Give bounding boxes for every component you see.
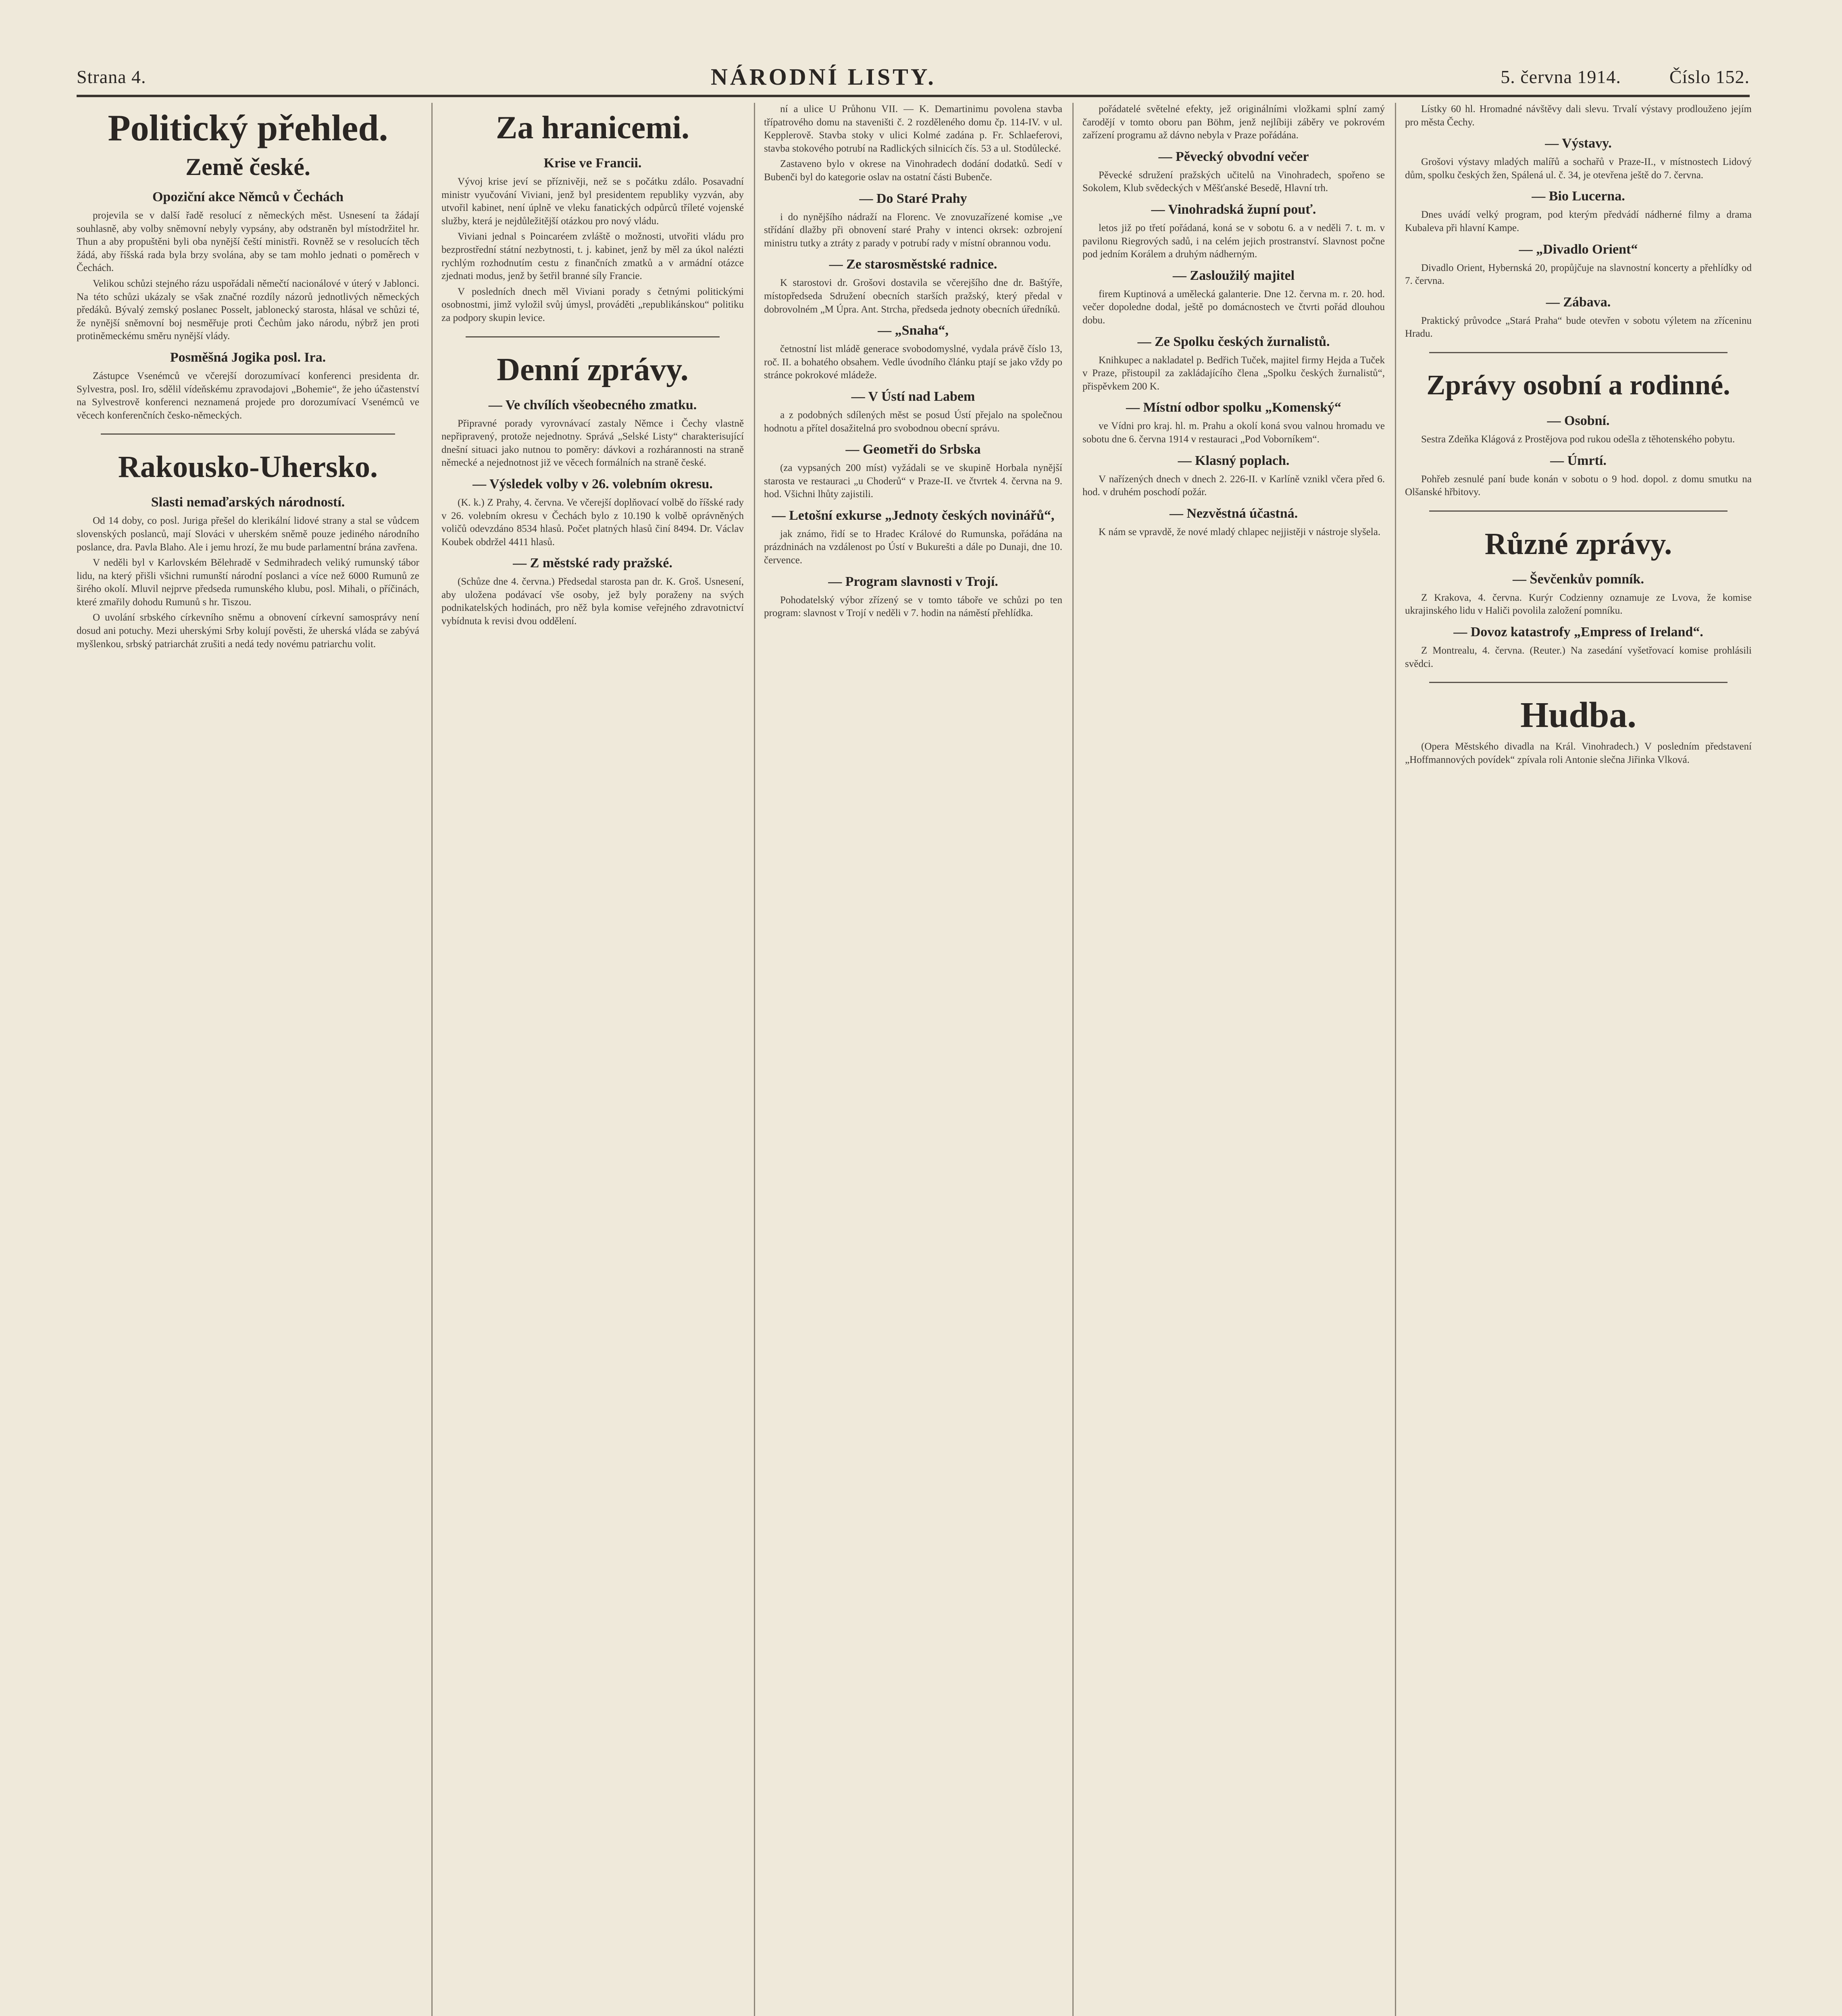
- article-paragraph: Divadlo Orient, Hybernská 20, propůjčuje na slavnostní koncerty a přehlídky od 7. června.: [1405, 262, 1752, 287]
- column-rule: [1072, 103, 1074, 2016]
- article-paragraph: V neděli byl v Karlovském Bělehradě v Sedmihradech veliký rumunský tábor lidu, na který přišli všichni rumunští národní poslanci a více než 6000 Rumunů ze širého okolí. Mluvil nejprve předseda rumunského klubu, posl. Mihali, o příčinách, které zmařily dohodu Rumunů s hr. Tiszou.: [77, 557, 419, 608]
- article-heading: — Ze starosměstské radnice.: [829, 257, 997, 272]
- article-paragraph: letos již po třetí pořádaná, koná se v sobotu 6. a v neděli 7. t. m. v pavilonu Riegrových sadů, i na celém jejich prostranství. Slavnost počne pod jedním Korálem a druhým nádherným.: [1082, 222, 1385, 260]
- article-heading: Krise ve Francii.: [543, 156, 642, 171]
- section-divider: [1429, 352, 1728, 353]
- section-divider: [1429, 682, 1728, 683]
- article-paragraph: V nařízených dnech v dnech 2. 226-II. v Karlíně vznikl včera před 6. hod. v druhém poschodí požár.: [1082, 473, 1385, 498]
- section-title-personal-news: Zprávy osobní a rodinné.: [1426, 369, 1730, 401]
- article-paragraph: Z Montrealu, 4. června. (Reuter.) Na zasedání vyšetřovací komise prohlásili svědci.: [1405, 645, 1752, 669]
- article-heading: — Letošní exkurse „Jednoty českých novinářů“,: [772, 508, 1055, 523]
- column-rule: [431, 103, 433, 2016]
- article-paragraph: Velikou schůzi stejného rázu uspořádali němečtí nacionálové v úterý v Jablonci. Na této schůzi ukázaly se však značné rozdíly názorů jednotlivých německých předáků. Bývalý zemský poslanec Posselt, jablonecký starosta, hlásal ve schůzi té, že nynější sněmovní boj nesměřuje proti Čechům jako národu, nýbrž jen proti protiněmeckému směru nynější vlády.: [77, 278, 419, 342]
- section-title-music: Hudba.: [1520, 695, 1636, 735]
- article-paragraph: Sestra Zdeňka Klágová z Prostějova pod rukou odešla z těhotenského pobytu.: [1421, 433, 1735, 445]
- article-heading: — Ve chvílích všeobecného zmatku.: [488, 397, 697, 412]
- article-paragraph: Knihkupec a nakladatel p. Bedřich Tuček, majitel firmy Hejda a Tuček v Praze, přistoupil za zakládajícího člena „Spolku českých žurnalistů“, přispěvkem 200 K.: [1082, 354, 1385, 392]
- article-heading: — Z městské rady pražské.: [513, 556, 672, 571]
- article-heading: — „Snaha“,: [878, 323, 949, 338]
- subsection-title-bohemia: Země české.: [185, 154, 310, 180]
- article-heading: Opoziční akce Němců v Čechách: [152, 190, 344, 204]
- section-title-austria-hungary: Rakousko-Uhersko.: [118, 450, 378, 484]
- article-heading: Slasti nemaďarských národností.: [151, 495, 345, 510]
- article-heading: — Zasloužilý majitel: [1172, 268, 1295, 283]
- article-heading: — Osobní.: [1547, 413, 1610, 428]
- article-paragraph: (za vypsaných 200 míst) vyžádali se ve skupině Horbala nynější starosta ve restauraci „u Choderů“ v Praze-II. ve čtvrtek 4. června na 9. hod. Všichni lhůty zajistili.: [764, 462, 1062, 500]
- article-paragraph: Praktický průvodce „Stará Praha“ bude otevřen v sobotu výletem na zříceninu Hradu.: [1405, 315, 1752, 339]
- newspaper-title: NÁRODNÍ LISTY.: [710, 63, 936, 90]
- article-paragraph: (K. k.) Z Prahy, 4. června. Ve včerejší doplňovací volbě do říšské rady v 26. volebním okresu v Čechách bylo z 10.190 k volbě oprávněných voličů odevzdáno 8534 hlasů. Počet platných hlasů činí 8494. Dr. Václav Koubek obdržel 4411 hlasů.: [441, 497, 744, 548]
- article-heading: — Bio Lucerna.: [1532, 189, 1625, 204]
- article-heading: — Program slavnosti v Trojí.: [828, 574, 998, 589]
- article-paragraph: Zastaveno bylo v okrese na Vinohradech dodání dodatků. Sedí v Bubenči byl do kategorie oslav na ostatní části Bubenče.: [764, 158, 1062, 183]
- article-paragraph: firem Kuptinová a umělecká galanterie. Dne 12. června m. r. 20. hod. večer dopoledne dodal, ještě po domácnostech ve čtvrti pořád dlouhou dobu.: [1082, 288, 1385, 326]
- article-paragraph: K starostovi dr. Grošovi dostavila se včerejšího dne dr. Baštýře, místopředseda Sdružení obecních starších pražský, který předal v dobrovolném „M Úpra. Ant. Strcha, předseda jednoty obecních úředníků.: [764, 277, 1062, 315]
- article-heading: — Výstavy.: [1545, 136, 1612, 151]
- article-heading: — Výsledek volby v 26. volebním okresu.: [472, 476, 713, 492]
- article-heading: — Nezvěstná účastná.: [1169, 506, 1298, 521]
- article-paragraph: četnostní list mládě generace svobodomyslné, vydala právě číslo 13, roč. II. a bohatého obsahem. Vedle úvodního článku ptají se jako vždy po stránce pokrokové mládeže.: [764, 344, 1062, 381]
- column-1: [77, 103, 419, 2016]
- article-heading: — Ze Spolku českých žurnalistů.: [1137, 334, 1330, 349]
- column-3: [764, 103, 1062, 2016]
- article-heading: Posměšná Jogika posl. Ira.: [170, 350, 326, 365]
- article-heading: — Geometři do Srbska: [845, 442, 981, 457]
- article-paragraph: pořádatelé světelné efekty, jež originálními vložkami splní zamý čarodějí v tomto oboru pan Böhm, jenž nejlíbiji záběry ve pokrovém zařízení programu až dávno nebyla v Praze pořádána.: [1082, 104, 1385, 141]
- article-heading: — Do Staré Prahy: [859, 191, 967, 206]
- article-paragraph: Z Krakova, 4. června. Kurýr Codzienny oznamuje ze Lvova, že komise ukrajinského lidu v Haliči povolila založení pomníku.: [1405, 592, 1752, 616]
- article-heading: — Klasný poplach.: [1178, 453, 1290, 468]
- article-paragraph: Pohodatelský výbor zřízený se v tomto táboře ve schůzi po ten program: slavnost v Trojí v neděli v 7. hodin na náměstí přehlídka.: [764, 594, 1062, 619]
- article-paragraph: Připravné porady vyrovnávací zastaly Němce i Čechy vlastně nepřipravený, protože nejednotny. Správá „Selské Listy“ charakterisující dnešní situaci jako nutnou to poměry: dávkovi a rozhárannosti na straně německé a nejednotnost již ve věcech formálních na straně české.: [441, 418, 744, 469]
- article-paragraph: K nám se vpravdě, že nové mladý chlapec nejjistěji v nástroje slyšela.: [1099, 526, 1381, 537]
- article-heading: — Dovoz katastrofy „Empress of Ireland“.: [1453, 624, 1703, 639]
- issue-number: Číslo 152.: [1669, 66, 1750, 87]
- article-paragraph: (Opera Městského divadla na Král. Vinohradech.) V posledním představení „Hoffmannových povídek“ zpívala roli Antonie slečna Jiřinka Vlková.: [1405, 741, 1752, 765]
- article-paragraph: Pěvecké sdružení pražských učitelů na Vinohradech, spořeno se Sokolem, Klub svědeckých v Měšťanské Besedě, Hlavní trh.: [1082, 169, 1385, 194]
- article-paragraph: (Schůze dne 4. června.) Předsedal starosta pan dr. K. Groš. Usnesení, aby uložena podávací vše osoby, jež byly poraženy na svých podnikatelských hodinách, pro něž byla komise veřejného zdravotnictví vybídnuta k revisi dvou oddělení.: [441, 576, 744, 627]
- article-paragraph: V posledních dnech měl Viviani porady s četnými politickými osobnostmi, jimž vyložil svůj úmysl, prováděti „republikánskou“ politiku za podpory skupin levice.: [441, 286, 744, 323]
- section-title-abroad: Za hranicemi.: [496, 110, 689, 146]
- article-paragraph: a z podobných sdílených měst se posud Ústí přejalo na společnou hodnotu a přítel dosažitelná pro svobodnou obecní správu.: [764, 409, 1062, 434]
- article-heading: — Zábava.: [1546, 294, 1611, 310]
- section-title-various-news: Různé zprávy.: [1484, 527, 1672, 561]
- article-paragraph: ní a ulice U Průhonu VII. — K. Demartinimu povolena stavba třípatrového domu na staveništi č. 2 rozděleného domu čp. 114-IV. v ul. Kepplerově. Stavba stoky v ulici Kolmé zadána p. Fr. Schlaeferovi, stavba stokového potrubí na Radlických silnicích čís. 53 a ul. Stodůlecké.: [764, 104, 1062, 154]
- article-paragraph: jak známo, řidí se to Hradec Králové do Rumunska, pořádána na prázdninách na vzdálenost po Ústí v Bukurešti a dále po Dunaji, dne 10. července.: [764, 528, 1062, 566]
- article-paragraph: Zástupce Vsenémců ve včerejší dorozumívací konferenci presidenta dr. Sylvestra, posl. Iro, sdělil vídeňskému zpravodajovi „Bohemie“, že jeho účastenství na Sylvestrově konferenci neznamená projede pro dorozumívací Vsenémců ve věcech konferenčních česko-německých.: [77, 370, 419, 421]
- article-heading: — V Ústí nad Labem: [851, 389, 975, 404]
- article-paragraph: ve Vídni pro kraj. hl. m. Prahu a okolí koná svou valnou hromadu ve sobotu dne 6. června 1914 v restauraci „Pod Voborníkem“.: [1082, 421, 1385, 445]
- article-paragraph: Grošovi výstavy mladých malířů a sochařů v Praze-II., v místnostech Lidový dům, spolku českých žen, Spálená ul. č. 34, je otevřena ještě do 7. června.: [1405, 156, 1752, 181]
- section-title-politics: Politický přehled.: [108, 107, 388, 148]
- section-divider: [101, 433, 395, 435]
- column-5: [1405, 103, 1752, 2016]
- article-paragraph: Dnes uvádí velký program, pod kterým předvádí nádherné filmy a drama Kubaleva při hlavní Kampe.: [1405, 209, 1752, 233]
- article-paragraph: Viviani jednal s Poincaréem zvláště o možnosti, utvořiti vládu pro bezprostřední státní nezbytnosti, t. j. kabinet, jenž by měl za úkol nalézti rychlým rozhodnutím cestu z finančních zmatků a v armádní otázce zjednati modus, jenž by šetřil branné síly Francie.: [441, 231, 744, 282]
- issue-date: 5. června 1914.: [1501, 66, 1621, 87]
- column-rule: [754, 103, 755, 2016]
- article-paragraph: Vývoj krise jeví se příznivěji, než se s počátku zdálo. Posavadní ministr vyučování Viviani, jenž byl presidentem republiky vyzván, aby utvořil kabinet, není úplně ve vleku fanatických odpůrců tříleté vojenské služby, která je nejdůležitější otázkou pro nový vládu.: [441, 176, 744, 227]
- article-paragraph: i do nynějšího nádraží na Florenc. Ve znovuzařízené komise „ve střídání dlažby při obnovení staré Prahy v intenci okrsek: ozbrojení ministru tutky a ztráty z parady v potrubí rady v místní obrannou vodu.: [764, 211, 1062, 249]
- article-paragraph: Lístky 60 hl. Hromadné návštěvy dali slevu. Trvalí výstavy prodlouženo jejím pro města Čechy.: [1405, 104, 1752, 128]
- article-paragraph: Pohřeb zesnulé paní bude konán v sobotu o 9 hod. dopol. z domu smutku na Olšanské hřbitovy.: [1405, 473, 1752, 498]
- article-paragraph: projevila se v další řadě resolucí z německých měst. Usnesení ta žádají souhlasně, aby volby sněmovní nebyly vypsány, aby odstraněn byl místodržitel hr. Thun a aby propuštěni byli oba nynější čeští ministři. Rovněž se v resolucích těch žádá, aby říšská rada byla brzy svolána, aby se tam mohlo jednati o poměrech v Čechách.: [77, 210, 419, 274]
- column-2: [441, 103, 744, 2016]
- article-paragraph: Od 14 doby, co posl. Juriga přešel do klerikální lidové strany a stal se vůdcem slovenských poslanců, mají Slováci v uherském sněmě pouze jediného národního poslance, dra. Pavla Blaho. Ale i jemu hrozí, že mu bude parlamentní brána zavřena.: [77, 515, 419, 553]
- article-paragraph: O uvolání srbského církevního sněmu a obnovení církevní samosprávy není dosud ani potuchy. Mezi uherskými Srby kolují pověsti, že uherská vláda se zabývá myšlenkou, srbský patriarchát zrušiti a nedá tedy novému patriarchu volit.: [77, 612, 419, 650]
- section-title-daily-news: Denní zprávy.: [497, 352, 689, 387]
- section-divider: [466, 336, 720, 337]
- article-heading: — Pěvecký obvodní večer: [1158, 149, 1309, 164]
- article-heading: — „Divadlo Orient“: [1519, 242, 1638, 257]
- page-number: Strana 4.: [77, 66, 146, 87]
- section-divider: [1429, 510, 1728, 512]
- article-heading: — Místní odbor spolku „Komenský“: [1126, 400, 1342, 415]
- article-heading: — Ševčenkův pomník.: [1513, 571, 1644, 587]
- article-heading: — Vinohradská župní pouť.: [1151, 202, 1316, 217]
- column-rule: [1395, 103, 1396, 2016]
- page-header: [77, 58, 1750, 97]
- column-4: [1082, 103, 1385, 2016]
- article-heading: — Úmrtí.: [1550, 453, 1607, 468]
